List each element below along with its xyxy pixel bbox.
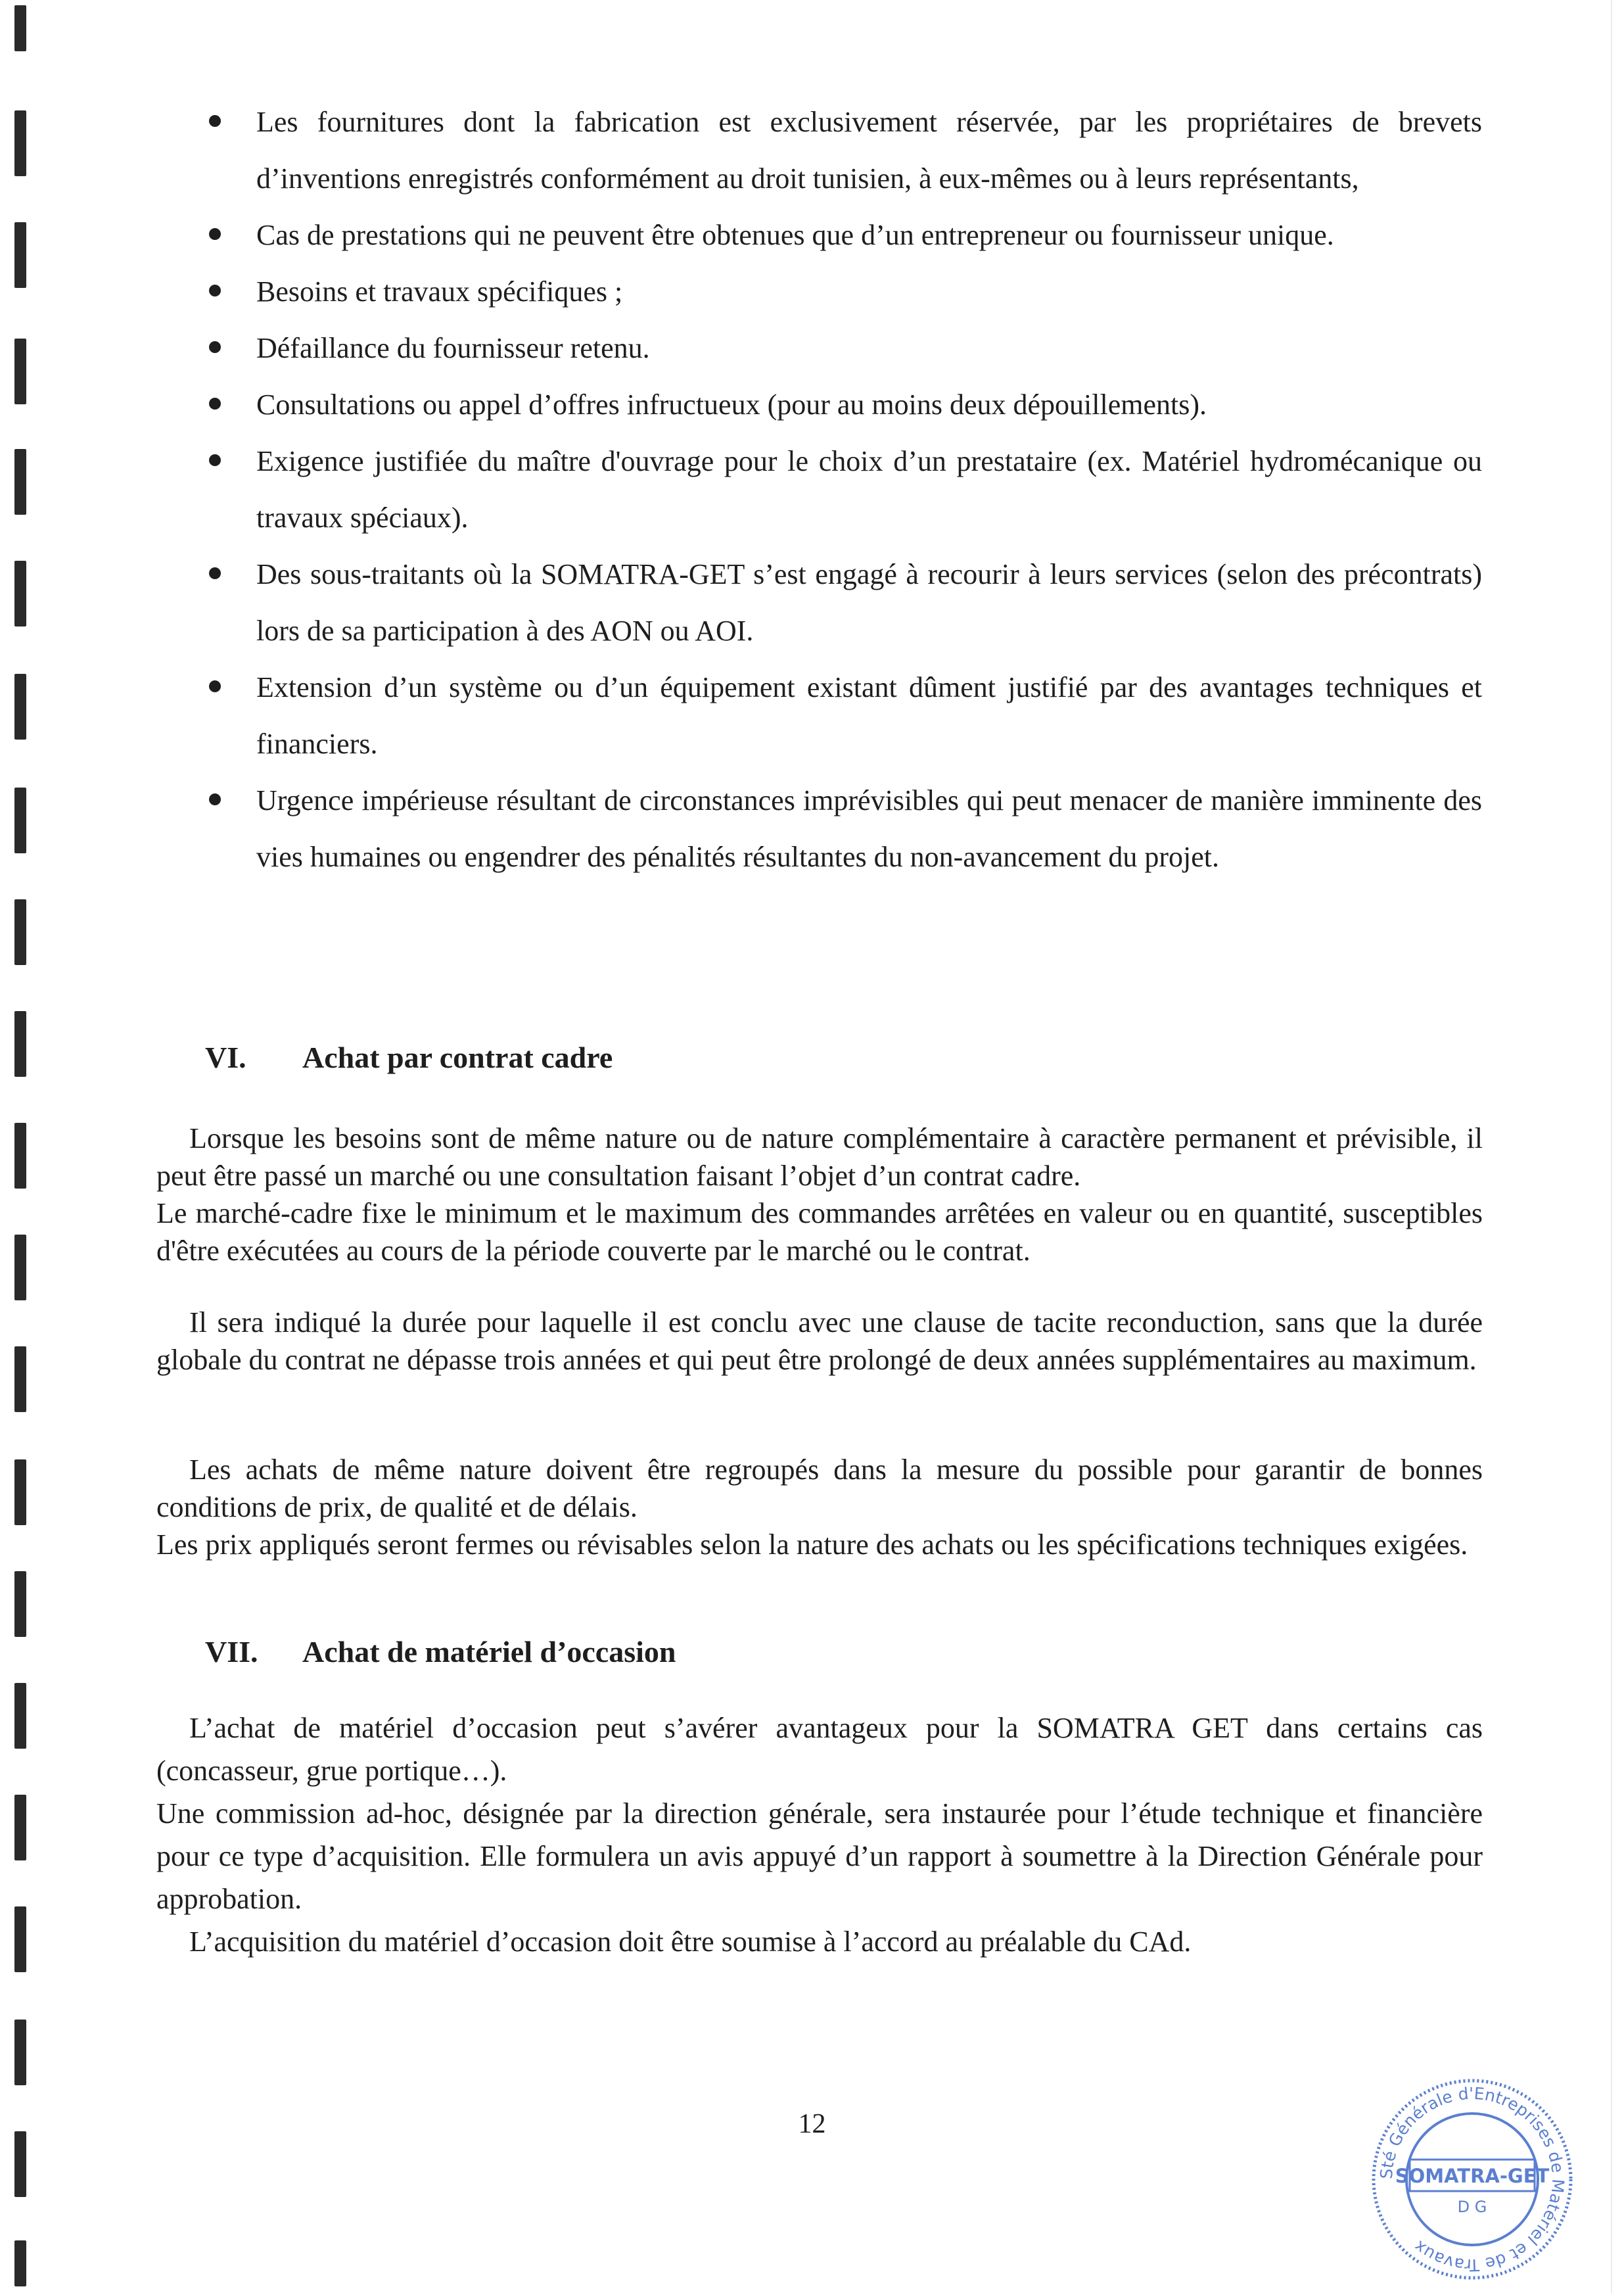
binding-marks xyxy=(14,0,34,2293)
paragraph: Une commission ad-hoc, désignée par la direction générale, sera instaurée pour l’étude technique et financière pour ce type d’acquisition. Elle formulera un avis appuyé d’un rapport à soumettre à la Direction Générale pour approbation. xyxy=(156,1797,1483,1915)
list-item xyxy=(181,772,1482,886)
binding-mark xyxy=(14,1235,26,1300)
list-item-text: Extension d’un système ou d’un équipement existant dûment justifié par des avantages techniques et financiers. xyxy=(256,671,1482,760)
list-item-text: Exigence justifiée du maître d'ouvrage pour le choix d’un prestataire (ex. Matériel hydromécanique ou travaux spéciaux). xyxy=(256,445,1482,534)
binding-mark xyxy=(14,2240,26,2286)
list-item xyxy=(181,94,1482,207)
paragraph: Les achats de même nature doivent être regroupés dans la mesure du possible pour garantir de bonnes conditions de prix, de qualité et de délais. xyxy=(156,1454,1483,1523)
binding-mark xyxy=(14,1123,26,1189)
bullet-icon xyxy=(209,454,221,466)
stamp-sub-text: D G xyxy=(1457,2198,1487,2216)
bullet-icon xyxy=(209,793,221,805)
page-edge xyxy=(1611,0,1612,2293)
binding-mark xyxy=(14,674,26,740)
binding-mark xyxy=(14,2020,26,2085)
bullet-icon xyxy=(209,398,221,410)
stamp-center-text: SOMATRA-GET xyxy=(1395,2165,1550,2187)
binding-mark xyxy=(14,5,26,51)
binding-mark xyxy=(14,110,26,176)
paragraph: Les prix appliqués seront fermes ou révisables selon la nature des achats ou les spécifications techniques exigées. xyxy=(156,1528,1468,1561)
section-title: Achat de matériel d’occasion xyxy=(302,1635,676,1668)
paragraph: Le marché-cadre fixe le minimum et le maximum des commandes arrêtées en valeur ou en quantité, susceptibles d'être exécutées au cours de la période couverte par le marché ou le contrat. xyxy=(156,1197,1483,1267)
paragraph: Il sera indiqué la durée pour laquelle il est conclu avec une clause de tacite reconduction, sans que la durée globale du contrat ne dépasse trois années et qui peut être prolongé de deux années supplémentaires au maximum. xyxy=(156,1306,1483,1376)
section-number: VII. xyxy=(205,1635,258,1668)
list-item-text: Consultations ou appel d’offres infructueux (pour au moins deux dépouillements). xyxy=(256,389,1207,421)
bullet-icon xyxy=(209,228,221,240)
binding-mark xyxy=(14,339,26,404)
section-title: Achat par contrat cadre xyxy=(302,1041,613,1074)
stamp-ring-text: Sté Générale d'Entreprises de Matériel et de Travaux xyxy=(1376,2083,1568,2275)
list-item-text: Urgence impérieuse résultant de circonstances imprévisibles qui peut menacer de manière imminente des vies humaines ou engendrer des pénalités résultantes du non-avancement du projet. xyxy=(256,784,1482,873)
bullet-icon xyxy=(209,285,221,296)
list-item-text: Des sous-traitants où la SOMATRA-GET s’est engagé à recourir à leurs services (selon des précontrats) lors de sa participation à des AON ou AOI. xyxy=(256,558,1482,647)
binding-mark xyxy=(14,449,26,515)
binding-mark xyxy=(14,1346,26,1412)
company-stamp xyxy=(1364,2071,1581,2288)
binding-mark xyxy=(14,1011,26,1077)
paragraph: L’achat de matériel d’occasion peut s’avérer avantageux pour la SOMATRA GET dans certains cas (concasseur, grue portique…). xyxy=(156,1712,1483,1787)
binding-mark xyxy=(14,788,26,853)
justification-list xyxy=(181,94,1482,886)
binding-mark xyxy=(14,899,26,965)
section-heading-vii xyxy=(205,1634,676,1669)
paragraph: L’acquisition du matériel d’occasion doit être soumise à l’accord au préalable du CAd. xyxy=(189,1926,1192,1958)
list-item-text: Besoins et travaux spécifiques ; xyxy=(256,275,623,308)
list-item xyxy=(181,320,1482,377)
list-item-text: Défaillance du fournisseur retenu. xyxy=(256,332,650,364)
list-item xyxy=(181,207,1482,264)
page-number: 12 xyxy=(798,2109,826,2139)
list-item-text: Les fournitures dont la fabrication est exclusivement réservée, par les propriétaires de brevets d’inventions enregistrés conformément au droit tunisien, à eux-mêmes ou à leurs représentants, xyxy=(256,106,1482,195)
section-number: VI. xyxy=(205,1041,246,1074)
list-item xyxy=(181,264,1482,320)
binding-mark xyxy=(14,1571,26,1637)
bullet-icon xyxy=(209,680,221,692)
bullet-icon xyxy=(209,115,221,127)
binding-mark xyxy=(14,1459,26,1525)
paragraph: Lorsque les besoins sont de même nature ou de nature complémentaire à caractère permanent et prévisible, il peut être passé un marché ou une consultation faisant l’objet d’un contrat cadre. xyxy=(156,1122,1483,1192)
binding-mark xyxy=(14,222,26,288)
section-heading-vi xyxy=(205,1040,613,1075)
list-item-text: Cas de prestations qui ne peuvent être obtenues que d’un entrepreneur ou fournisseur unique. xyxy=(256,219,1334,251)
list-item xyxy=(181,433,1482,546)
binding-mark xyxy=(14,1906,26,1972)
bullet-icon xyxy=(209,341,221,353)
binding-mark xyxy=(14,1683,26,1749)
list-item xyxy=(181,377,1482,433)
binding-mark xyxy=(14,561,26,626)
list-item xyxy=(181,546,1482,659)
list-item xyxy=(181,659,1482,772)
binding-mark xyxy=(14,1795,26,1860)
binding-mark xyxy=(14,2131,26,2197)
bullet-icon xyxy=(209,567,221,579)
